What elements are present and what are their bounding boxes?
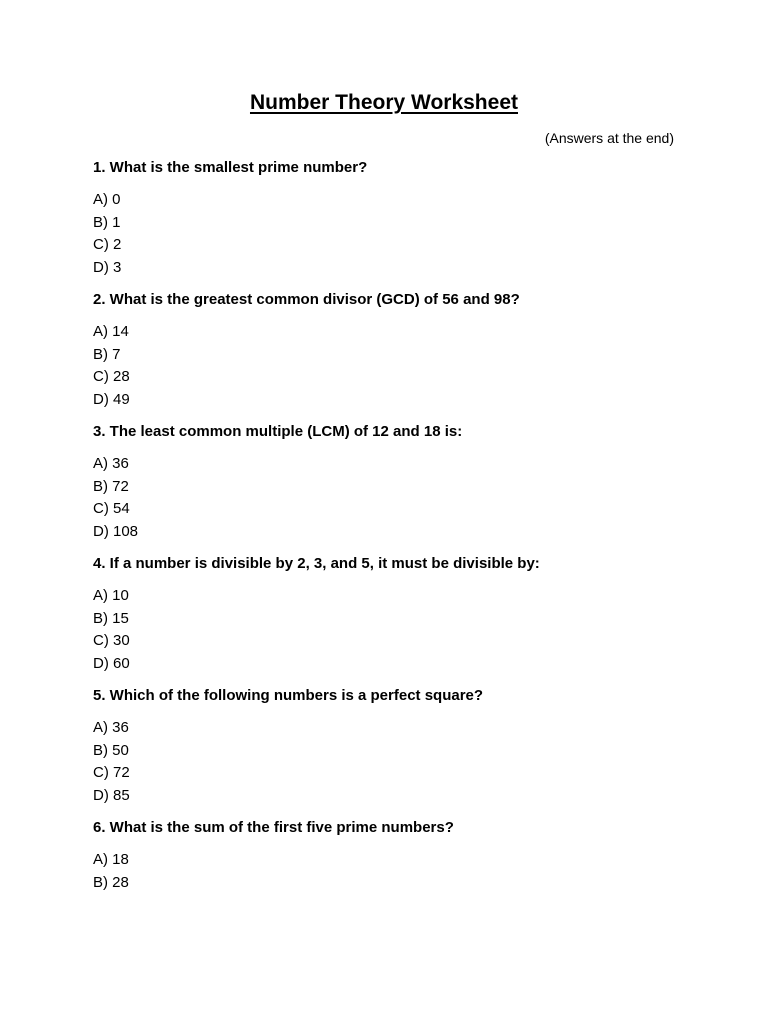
question-2 [93, 290, 693, 411]
question-5 [93, 686, 693, 807]
option-d: D) 3 [93, 258, 122, 276]
option-d: D) 85 [93, 786, 130, 804]
option-b: B) 50 [93, 741, 129, 759]
option-b: B) 72 [93, 477, 129, 495]
option-a: A) 36 [93, 719, 129, 736]
option-d: D) 108 [93, 522, 139, 540]
option-a: A) 18 [93, 851, 129, 868]
option-c: C) 30 [93, 632, 130, 649]
option-a: A) 14 [93, 323, 129, 340]
option-d: D) 60 [93, 654, 130, 672]
question-3 [93, 422, 693, 543]
page-title: Number Theory Worksheet [249, 91, 518, 114]
question-text: 4. If a number is divisible by 2, 3, and 5, it must be divisible by: [93, 555, 540, 572]
question-text: 5. Which of the following numbers is a perfect square? [93, 687, 484, 704]
question-4 [93, 554, 693, 675]
option-list [93, 189, 693, 279]
option-c: C) 28 [93, 368, 130, 385]
option-a: A) 36 [93, 455, 129, 472]
option-b: B) 1 [93, 213, 121, 231]
answers-note: (Answers at the end) [544, 130, 674, 146]
option-a: A) 0 [93, 191, 121, 208]
option-b: B) 15 [93, 609, 129, 627]
question-6 [93, 818, 693, 894]
question-text: 1. What is the smallest prime number? [93, 159, 368, 176]
option-list [93, 585, 693, 675]
option-b: B) 7 [93, 345, 121, 363]
option-d: D) 49 [93, 390, 130, 408]
question-text: 2. What is the greatest common divisor (GCD) of 56 and 98? [93, 291, 520, 308]
question-list [93, 158, 693, 905]
option-c: C) 54 [93, 500, 130, 517]
option-c: C) 72 [93, 764, 130, 781]
question-1 [93, 158, 693, 279]
option-list [93, 849, 693, 894]
option-a: A) 10 [93, 587, 129, 604]
question-text: 3. The least common multiple (LCM) of 12 and 18 is: [93, 423, 463, 440]
option-list [93, 453, 693, 543]
option-list [93, 321, 693, 411]
question-text: 6. What is the sum of the first five prime numbers? [93, 819, 454, 836]
option-list [93, 717, 693, 807]
option-b: B) 28 [93, 873, 129, 891]
option-c: C) 2 [93, 236, 122, 253]
